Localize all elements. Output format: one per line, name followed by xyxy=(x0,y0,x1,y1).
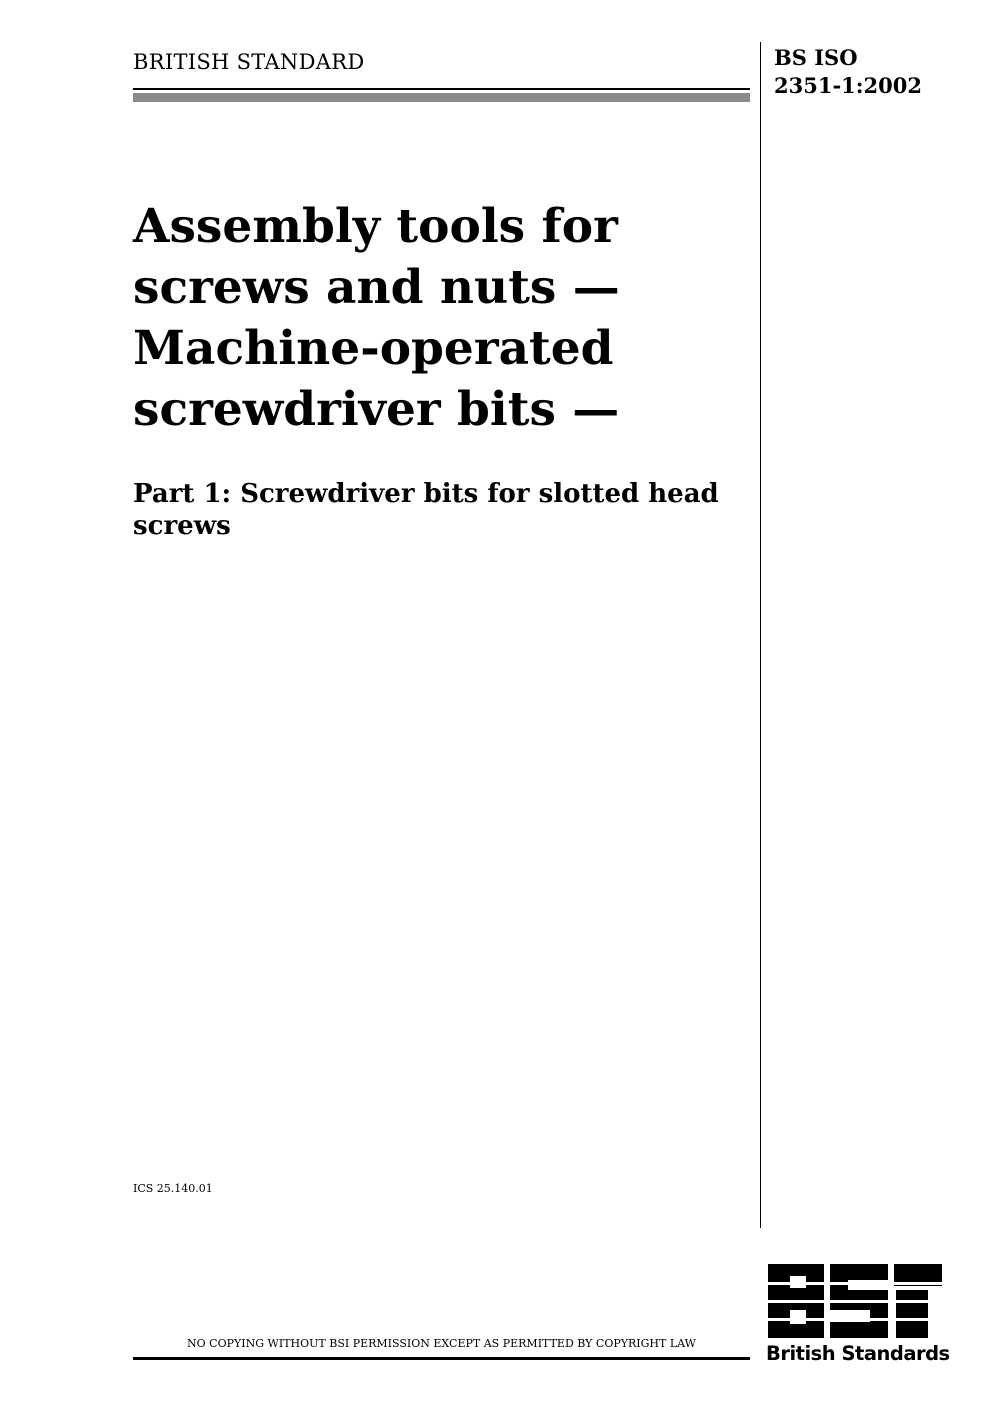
title-line: screwdriver bits — xyxy=(133,382,620,437)
title-line: screws and nuts — xyxy=(133,260,620,315)
copyright-notice: NO COPYING WITHOUT BSI PERMISSION EXCEPT AS PERMITTED BY COPYRIGHT LAW xyxy=(187,1337,696,1350)
title-line: Assembly tools for xyxy=(133,199,618,254)
logo-caption: British Standards xyxy=(766,1342,950,1365)
standard-number xyxy=(774,44,922,100)
part-title-line: Part 1: Screwdriver bits for slotted head xyxy=(133,479,719,509)
margin-divider xyxy=(760,42,761,1228)
header-rule-thin xyxy=(133,88,750,90)
standard-number-line: 2351-1:2002 xyxy=(774,73,922,98)
document-title xyxy=(133,196,748,440)
series-label: BRITISH STANDARD xyxy=(133,50,365,74)
standard-number-line: BS ISO xyxy=(774,45,858,70)
title-line: Machine-operated xyxy=(133,321,614,376)
ics-code: ICS 25.140.01 xyxy=(133,1182,213,1195)
part-title-line: screws xyxy=(133,511,231,541)
header-rule-thick xyxy=(133,93,750,102)
part-title xyxy=(133,478,748,542)
footer-rule xyxy=(133,1357,750,1360)
